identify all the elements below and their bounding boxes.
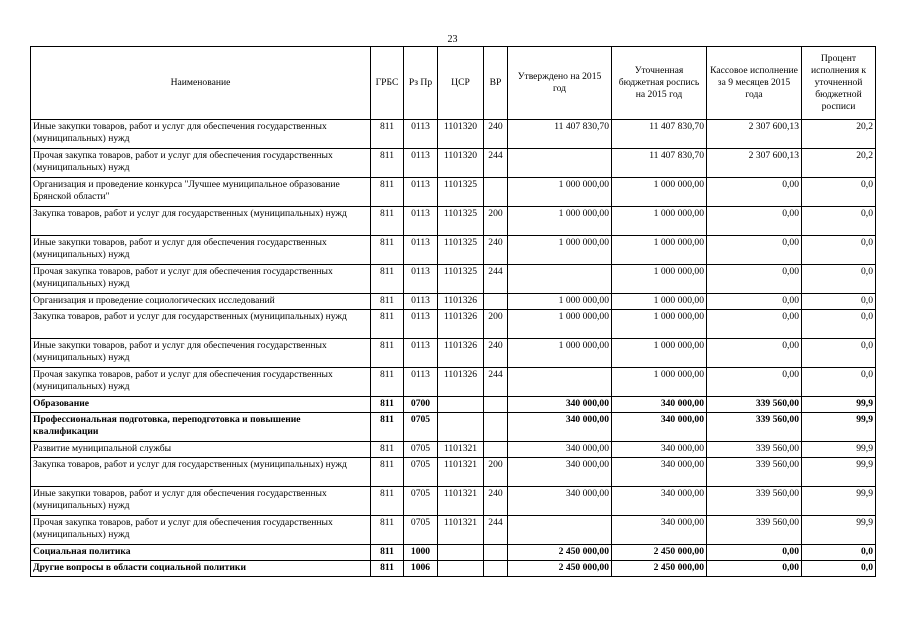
table-row (31, 368, 876, 397)
cell-name: Прочая закупка товаров, работ и услуг для обеспечения государственных (муниципальных) нужд (31, 368, 371, 397)
cell-rz-pr: 1006 (404, 561, 438, 577)
cell-name: Иные закупки товаров, работ и услуг для обеспечения государственных (муниципальных) нужд (31, 236, 371, 265)
cell-revised: 2 450 000,00 (612, 545, 707, 561)
cell-csr: 1101326 (438, 368, 484, 397)
table-row (31, 310, 876, 339)
cell-cash: 339 560,00 (707, 397, 802, 413)
cell-name: Прочая закупка товаров, работ и услуг для обеспечения государственных (муниципальных) нужд (31, 265, 371, 294)
cell-rz-pr: 0705 (404, 487, 438, 516)
cell-vr: 240 (484, 120, 508, 149)
cell-csr (438, 397, 484, 413)
cell-revised: 340 000,00 (612, 413, 707, 442)
cell-name: Закупка товаров, работ и услуг для государственных (муниципальных) нужд (31, 458, 371, 487)
col-header-revised: Уточненная бюджетная роспись на 2015 год (612, 47, 707, 120)
cell-cash: 0,00 (707, 368, 802, 397)
cell-approved (508, 149, 612, 178)
cell-percent: 99,9 (802, 413, 876, 442)
cell-csr: 1101321 (438, 487, 484, 516)
cell-approved (508, 265, 612, 294)
table-row (31, 207, 876, 236)
cell-revised: 340 000,00 (612, 487, 707, 516)
cell-revised: 1 000 000,00 (612, 236, 707, 265)
cell-percent: 0,0 (802, 368, 876, 397)
table-row (31, 339, 876, 368)
cell-csr: 1101320 (438, 120, 484, 149)
cell-rz-pr: 0113 (404, 178, 438, 207)
cell-name: Иные закупки товаров, работ и услуг для обеспечения государственных (муниципальных) нужд (31, 487, 371, 516)
col-header-vr: ВР (484, 47, 508, 120)
cell-grbs: 811 (371, 294, 404, 310)
cell-cash: 0,00 (707, 294, 802, 310)
cell-grbs: 811 (371, 516, 404, 545)
cell-csr: 1101321 (438, 442, 484, 458)
table-row (31, 397, 876, 413)
cell-cash: 339 560,00 (707, 413, 802, 442)
cell-grbs: 811 (371, 368, 404, 397)
cell-cash: 0,00 (707, 265, 802, 294)
cell-revised: 1 000 000,00 (612, 207, 707, 236)
cell-approved: 2 450 000,00 (508, 561, 612, 577)
cell-approved: 340 000,00 (508, 442, 612, 458)
cell-vr (484, 413, 508, 442)
cell-grbs: 811 (371, 442, 404, 458)
cell-grbs: 811 (371, 339, 404, 368)
cell-percent: 0,0 (802, 310, 876, 339)
cell-approved: 1 000 000,00 (508, 207, 612, 236)
cell-rz-pr: 0705 (404, 442, 438, 458)
col-header-csr: ЦСР (438, 47, 484, 120)
cell-csr (438, 545, 484, 561)
cell-vr: 240 (484, 487, 508, 516)
cell-rz-pr: 0700 (404, 397, 438, 413)
cell-rz-pr: 0113 (404, 339, 438, 368)
cell-approved: 340 000,00 (508, 487, 612, 516)
cell-name: Образование (31, 397, 371, 413)
table-row (31, 458, 876, 487)
col-header-rz-pr: Рз Пр (404, 47, 438, 120)
cell-rz-pr: 0705 (404, 516, 438, 545)
cell-percent: 0,0 (802, 207, 876, 236)
cell-approved: 1 000 000,00 (508, 294, 612, 310)
cell-revised: 1 000 000,00 (612, 294, 707, 310)
cell-cash: 339 560,00 (707, 516, 802, 545)
cell-revised: 340 000,00 (612, 397, 707, 413)
cell-cash: 0,00 (707, 310, 802, 339)
cell-approved: 1 000 000,00 (508, 178, 612, 207)
table-row (31, 442, 876, 458)
table-row (31, 265, 876, 294)
cell-csr: 1101326 (438, 310, 484, 339)
cell-revised: 2 450 000,00 (612, 561, 707, 577)
cell-rz-pr: 0113 (404, 265, 438, 294)
cell-csr (438, 561, 484, 577)
cell-grbs: 811 (371, 561, 404, 577)
table-row (31, 294, 876, 310)
cell-vr: 244 (484, 149, 508, 178)
cell-vr (484, 545, 508, 561)
cell-percent: 99,9 (802, 487, 876, 516)
page-number: 23 (447, 34, 458, 45)
cell-percent: 0,0 (802, 294, 876, 310)
cell-grbs: 811 (371, 458, 404, 487)
col-header-percent: Процент исполнения к уточненной бюджетной росписи (802, 47, 876, 120)
cell-cash: 0,00 (707, 561, 802, 577)
table-row (31, 487, 876, 516)
cell-csr (438, 413, 484, 442)
cell-cash: 2 307 600,13 (707, 149, 802, 178)
cell-rz-pr: 0113 (404, 207, 438, 236)
table-row (31, 516, 876, 545)
cell-cash: 339 560,00 (707, 487, 802, 516)
cell-grbs: 811 (371, 178, 404, 207)
cell-csr: 1101320 (438, 149, 484, 178)
cell-grbs: 811 (371, 149, 404, 178)
cell-revised: 1 000 000,00 (612, 368, 707, 397)
cell-revised: 340 000,00 (612, 516, 707, 545)
cell-vr: 240 (484, 339, 508, 368)
cell-percent: 20,2 (802, 149, 876, 178)
cell-approved (508, 516, 612, 545)
cell-grbs: 811 (371, 236, 404, 265)
cell-grbs: 811 (371, 265, 404, 294)
cell-cash: 339 560,00 (707, 458, 802, 487)
cell-grbs: 811 (371, 487, 404, 516)
cell-rz-pr: 0113 (404, 149, 438, 178)
cell-name: Развитие муниципальной службы (31, 442, 371, 458)
cell-rz-pr: 0705 (404, 413, 438, 442)
cell-rz-pr: 0113 (404, 120, 438, 149)
col-header-name: Наименование (31, 47, 371, 120)
cell-name: Организация и проведение конкурса "Лучшее муниципальное образование Брянской области" (31, 178, 371, 207)
cell-vr (484, 178, 508, 207)
cell-percent: 0,0 (802, 545, 876, 561)
cell-vr: 244 (484, 265, 508, 294)
cell-percent: 99,9 (802, 516, 876, 545)
cell-rz-pr: 0113 (404, 236, 438, 265)
cell-csr: 1101321 (438, 458, 484, 487)
cell-approved: 1 000 000,00 (508, 236, 612, 265)
cell-percent: 20,2 (802, 120, 876, 149)
cell-name: Иные закупки товаров, работ и услуг для обеспечения государственных (муниципальных) нужд (31, 339, 371, 368)
cell-vr: 200 (484, 207, 508, 236)
cell-cash: 0,00 (707, 545, 802, 561)
cell-approved: 340 000,00 (508, 397, 612, 413)
col-header-grbs: ГРБС (371, 47, 404, 120)
cell-csr: 1101325 (438, 178, 484, 207)
cell-name: Иные закупки товаров, работ и услуг для обеспечения государственных (муниципальных) нужд (31, 120, 371, 149)
table-body (31, 120, 876, 577)
table-row (31, 149, 876, 178)
cell-approved: 1 000 000,00 (508, 310, 612, 339)
table-row (31, 545, 876, 561)
cell-rz-pr: 0113 (404, 310, 438, 339)
cell-rz-pr: 0113 (404, 294, 438, 310)
table-row (31, 561, 876, 577)
cell-approved: 1 000 000,00 (508, 339, 612, 368)
cell-cash: 0,00 (707, 207, 802, 236)
cell-grbs: 811 (371, 310, 404, 339)
table-row (31, 178, 876, 207)
cell-rz-pr: 0705 (404, 458, 438, 487)
cell-vr: 200 (484, 458, 508, 487)
cell-vr (484, 561, 508, 577)
cell-cash: 0,00 (707, 178, 802, 207)
cell-revised: 1 000 000,00 (612, 265, 707, 294)
cell-approved: 2 450 000,00 (508, 545, 612, 561)
cell-cash: 0,00 (707, 339, 802, 368)
budget-table (30, 46, 876, 577)
table-row (31, 120, 876, 149)
cell-revised: 340 000,00 (612, 458, 707, 487)
cell-revised: 11 407 830,70 (612, 149, 707, 178)
cell-rz-pr: 0113 (404, 368, 438, 397)
cell-approved: 11 407 830,70 (508, 120, 612, 149)
cell-cash: 2 307 600,13 (707, 120, 802, 149)
cell-csr: 1101321 (438, 516, 484, 545)
cell-approved (508, 368, 612, 397)
cell-grbs: 811 (371, 413, 404, 442)
table-header-row (31, 47, 876, 120)
cell-percent: 99,9 (802, 397, 876, 413)
table-row (31, 236, 876, 265)
cell-cash: 0,00 (707, 236, 802, 265)
cell-percent: 0,0 (802, 561, 876, 577)
cell-name: Другие вопросы в области социальной политики (31, 561, 371, 577)
cell-vr: 240 (484, 236, 508, 265)
cell-percent: 0,0 (802, 236, 876, 265)
cell-vr: 244 (484, 368, 508, 397)
cell-grbs: 811 (371, 397, 404, 413)
cell-percent: 0,0 (802, 265, 876, 294)
cell-csr: 1101325 (438, 207, 484, 236)
cell-name: Закупка товаров, работ и услуг для государственных (муниципальных) нужд (31, 207, 371, 236)
cell-approved: 340 000,00 (508, 413, 612, 442)
cell-approved: 340 000,00 (508, 458, 612, 487)
cell-csr: 1101326 (438, 339, 484, 368)
cell-grbs: 811 (371, 207, 404, 236)
cell-percent: 0,0 (802, 339, 876, 368)
table-row (31, 413, 876, 442)
cell-name: Организация и проведение социологических исследований (31, 294, 371, 310)
cell-name: Социальная политика (31, 545, 371, 561)
cell-revised: 1 000 000,00 (612, 178, 707, 207)
cell-revised: 340 000,00 (612, 442, 707, 458)
cell-name: Закупка товаров, работ и услуг для государственных (муниципальных) нужд (31, 310, 371, 339)
cell-name: Прочая закупка товаров, работ и услуг для обеспечения государственных (муниципальных) нужд (31, 149, 371, 178)
cell-csr: 1101325 (438, 265, 484, 294)
cell-grbs: 811 (371, 120, 404, 149)
cell-csr: 1101325 (438, 236, 484, 265)
cell-csr: 1101326 (438, 294, 484, 310)
col-header-cash: Кассовое исполнение за 9 месяцев 2015 года (707, 47, 802, 120)
cell-revised: 1 000 000,00 (612, 310, 707, 339)
cell-grbs: 811 (371, 545, 404, 561)
cell-rz-pr: 1000 (404, 545, 438, 561)
cell-vr (484, 442, 508, 458)
cell-revised: 1 000 000,00 (612, 339, 707, 368)
cell-name: Профессиональная подготовка, переподготовка и повышение квалификации (31, 413, 371, 442)
cell-percent: 99,9 (802, 458, 876, 487)
cell-vr (484, 397, 508, 413)
cell-vr (484, 294, 508, 310)
col-header-approved: Утверждено на 2015 год (508, 47, 612, 120)
cell-revised: 11 407 830,70 (612, 120, 707, 149)
cell-vr: 200 (484, 310, 508, 339)
cell-vr: 244 (484, 516, 508, 545)
cell-percent: 99,9 (802, 442, 876, 458)
cell-cash: 339 560,00 (707, 442, 802, 458)
cell-name: Прочая закупка товаров, работ и услуг для обеспечения государственных (муниципальных) нужд (31, 516, 371, 545)
cell-percent: 0,0 (802, 178, 876, 207)
